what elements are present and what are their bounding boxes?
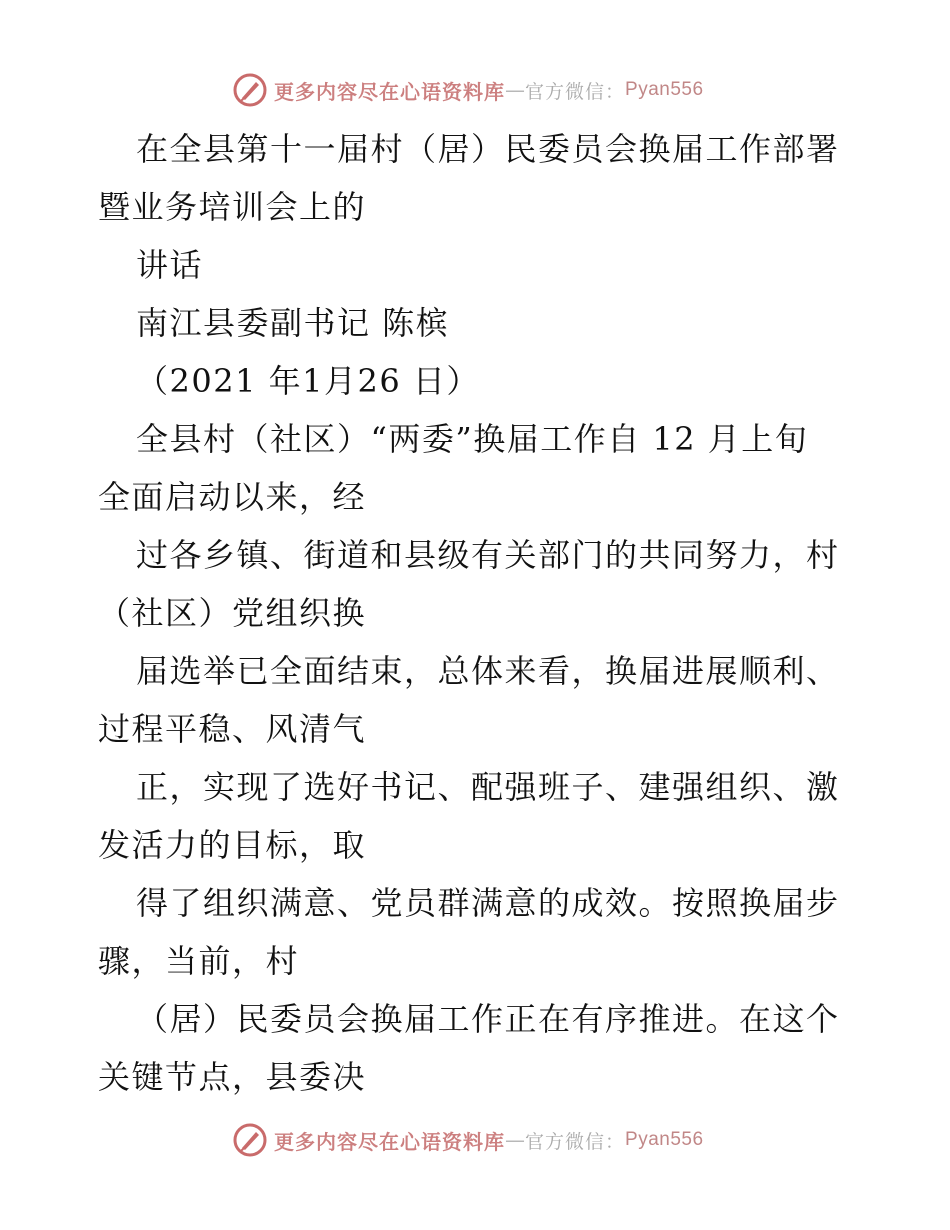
watermark-official-label: 官方微信： — [525, 80, 626, 103]
body-line: 得了组织满意、党员群满意的成效。按照换届步 — [136, 884, 840, 922]
body-line: 关键节点，县委决 — [98, 1058, 367, 1096]
quill-seal-icon — [232, 1122, 268, 1158]
watermark-brand: 更多内容尽在心语资料库 — [274, 79, 505, 104]
body-line: 全县村（社区）“两委”换届工作自 12 月上旬 — [136, 420, 809, 458]
body-line: 届选举已全面结束，总体来看，换届进展顺利、 — [136, 652, 840, 690]
title-line-2: 暨业务培训会上的 — [98, 188, 367, 226]
body-line: （居）民委员会换届工作正在有序推进。在这个 — [136, 1000, 840, 1038]
title-line-3: 讲话 — [136, 246, 204, 284]
watermark-dash: — — [505, 78, 525, 102]
body-line: 过各乡镇、街道和县级有关部门的共同努力，村 — [136, 536, 840, 574]
watermark-header — [232, 70, 704, 110]
watermark-wechat-id: Pyan556 — [625, 79, 704, 100]
body-line: 发活力的目标，取 — [98, 826, 367, 864]
document-body — [98, 120, 858, 1106]
watermark-footer — [232, 1120, 704, 1160]
body-line: 骤，当前，村 — [98, 942, 300, 980]
date-line: （2021 年1月26 日） — [136, 362, 480, 400]
watermark-official-label: 官方微信： — [525, 1130, 626, 1153]
body-line: 过程平稳、风清气 — [98, 710, 367, 748]
watermark-brand: 更多内容尽在心语资料库 — [274, 1129, 505, 1154]
title-line-1: 在全县第十一届村（居）民委员会换届工作部署 — [136, 130, 840, 168]
watermark-dash: — — [505, 1128, 525, 1152]
body-line: 全面启动以来，经 — [98, 478, 367, 516]
body-line: （社区）党组织换 — [98, 594, 367, 632]
author-line: 南江县委副书记 陈槟 — [136, 304, 450, 342]
watermark-wechat-id: Pyan556 — [625, 1129, 704, 1150]
quill-seal-icon — [232, 72, 268, 108]
body-line: 正，实现了选好书记、配强班子、建强组织、激 — [136, 768, 840, 806]
